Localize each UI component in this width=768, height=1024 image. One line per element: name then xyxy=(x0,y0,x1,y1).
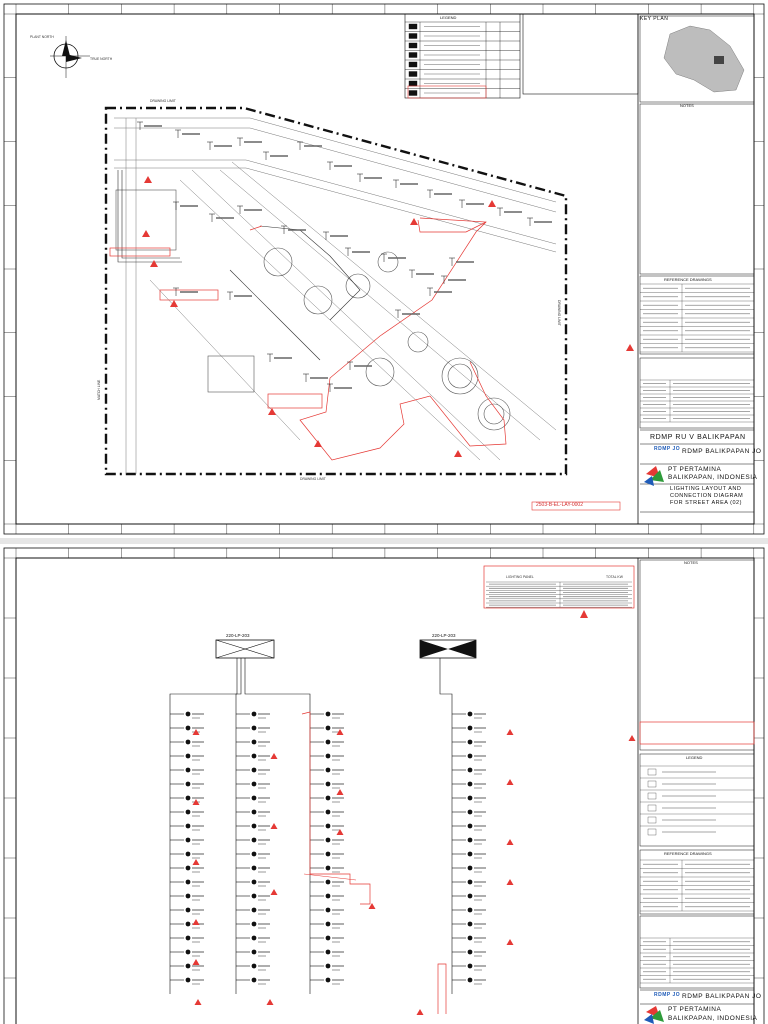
company-name-2-1: PT PERTAMINA xyxy=(668,1006,722,1013)
drawing-title-1: LIGHTING LAYOUT AND xyxy=(670,486,742,492)
contractor-logo: RDMP JO xyxy=(654,446,681,452)
load-table-header-right: TOTAL KW xyxy=(606,575,623,579)
company-name-2-2: BALIKPAPAN, INDONESIA xyxy=(668,1015,758,1022)
drawing-number: 2503-B-EL-LAY-0002 xyxy=(536,502,583,508)
sheet-2-drawing xyxy=(0,544,768,1024)
company-name-2: BALIKPAPAN, INDONESIA xyxy=(668,474,758,481)
drawing-sheet-2 xyxy=(0,544,768,1024)
project-title: RDMP RU V BALIKPAPAN xyxy=(650,434,746,441)
drawing-limit-right: DRAWING LIMIT xyxy=(557,300,561,326)
project-title-2: RDMP BALIKPAPAN JO xyxy=(682,993,762,1000)
reference-drawings-label-2: REFERENCE DRAWINGS xyxy=(664,851,712,856)
drawing-title-2: CONNECTION DIAGRAM xyxy=(670,493,744,499)
panel-a-label: 220-LP-203 xyxy=(226,633,250,638)
company-name-1: PT PERTAMINA xyxy=(668,466,722,473)
legend-label-2: LEGEND xyxy=(686,755,703,760)
panel-b-label: 220-LP-203 xyxy=(432,633,456,638)
reference-drawings-label: REFERENCE DRAWINGS xyxy=(664,277,712,282)
drawing-limit-bottom: DRAWING LIMIT xyxy=(300,477,326,481)
drawing-title-3: FOR STREET AREA (02) xyxy=(670,500,742,506)
north-label-plant: PLANT NORTH xyxy=(30,35,54,39)
drawing-limit-top: DRAWING LIMIT xyxy=(150,99,176,103)
contractor-logo-2: RDMP JO xyxy=(654,992,681,998)
match-line-left: MATCH LINE xyxy=(97,379,101,400)
legend-label: LEGEND xyxy=(440,15,457,20)
key-plan-label: KEY PLAN xyxy=(640,16,669,22)
north-label-true: TRUE NORTH xyxy=(90,57,113,61)
contractor-name: RDMP BALIKPAPAN JO xyxy=(682,448,762,455)
notes-label-2: NOTES xyxy=(684,560,698,565)
load-table-header-left: LIGHTING PANEL xyxy=(506,575,534,579)
notes-label: NOTES xyxy=(680,103,694,108)
